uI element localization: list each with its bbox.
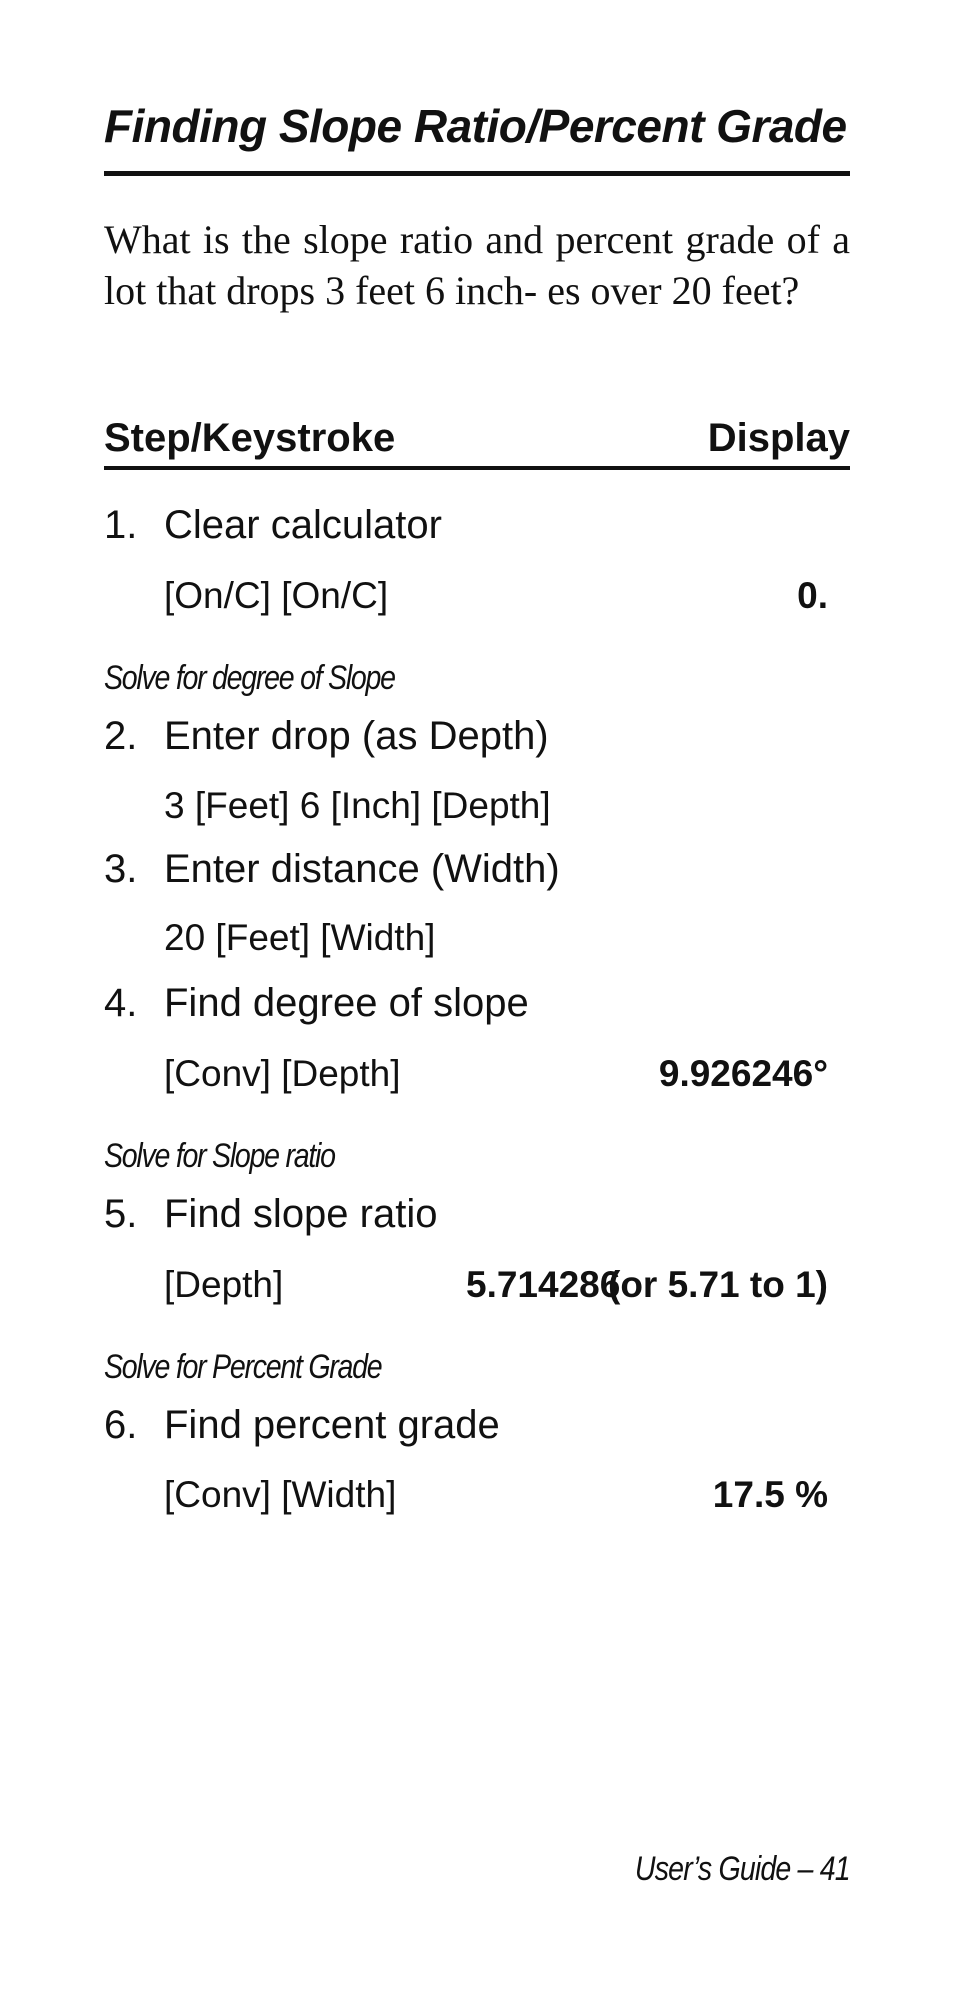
step-number: 4. xyxy=(104,981,138,1025)
display-value: 5.714286 xyxy=(466,1264,621,1305)
display-value: 0. xyxy=(797,575,828,616)
manual-page xyxy=(104,0,850,2009)
step-1 xyxy=(104,499,850,551)
keystroke: 20 [Feet] [Width] xyxy=(164,917,436,958)
step-3-keystroke-row xyxy=(164,912,850,964)
display-note: (or 5.71 to 1) xyxy=(608,1264,828,1305)
step-3 xyxy=(104,843,850,895)
step-text: Enter drop (as Depth) xyxy=(164,714,549,758)
step-4 xyxy=(104,977,850,1029)
step-number: 5. xyxy=(104,1192,138,1236)
keystroke: [Conv] [Width] xyxy=(164,1474,397,1515)
step-number: 1. xyxy=(104,503,138,547)
page-title: Finding Slope Ratio/Percent Grade xyxy=(104,100,847,152)
page-footer: User’s Guide – 41 xyxy=(635,1850,850,1888)
keystroke: [Depth] xyxy=(164,1264,284,1305)
keystroke: 3 [Feet] 6 [Inch] [Depth] xyxy=(164,785,551,826)
section-heading-ratio: Solve for Slope ratio xyxy=(104,1137,335,1175)
step-2 xyxy=(104,710,850,762)
step-number: 3. xyxy=(104,847,138,891)
title-underline xyxy=(104,171,850,176)
step-number: 2. xyxy=(104,714,138,758)
step-text: Find percent grade xyxy=(164,1403,500,1447)
header-step-keystroke: Step/Keystroke xyxy=(104,416,396,460)
step-4-keystroke-row xyxy=(164,1048,850,1100)
header-underline xyxy=(104,466,850,470)
keystroke: [Conv] [Depth] xyxy=(164,1053,401,1094)
table-header xyxy=(104,410,850,466)
section-heading-percent: Solve for Percent Grade xyxy=(104,1348,382,1386)
step-5 xyxy=(104,1188,850,1240)
question-text: What is the slope ratio and percent grade of a lot that drops 3 feet 6 inch- es over 20 feet? xyxy=(104,217,850,313)
display-value: 17.5 % xyxy=(712,1474,828,1515)
step-6-keystroke-row xyxy=(164,1469,850,1521)
header-display: Display xyxy=(707,416,850,460)
step-2-keystroke-row xyxy=(164,780,850,832)
display-value: 9.926246° xyxy=(658,1053,828,1094)
keystroke: [On/C] [On/C] xyxy=(164,575,389,616)
step-number: 6. xyxy=(104,1403,138,1447)
section-heading-degree: Solve for degree of Slope xyxy=(104,659,395,697)
step-5-keystroke-row xyxy=(164,1259,850,1311)
step-text: Enter distance (Width) xyxy=(164,847,560,891)
step-text: Find degree of slope xyxy=(164,981,529,1025)
step-text: Clear calculator xyxy=(164,503,442,547)
step-1-keystroke-row xyxy=(164,570,850,622)
step-6 xyxy=(104,1399,850,1451)
step-text: Find slope ratio xyxy=(164,1192,438,1236)
